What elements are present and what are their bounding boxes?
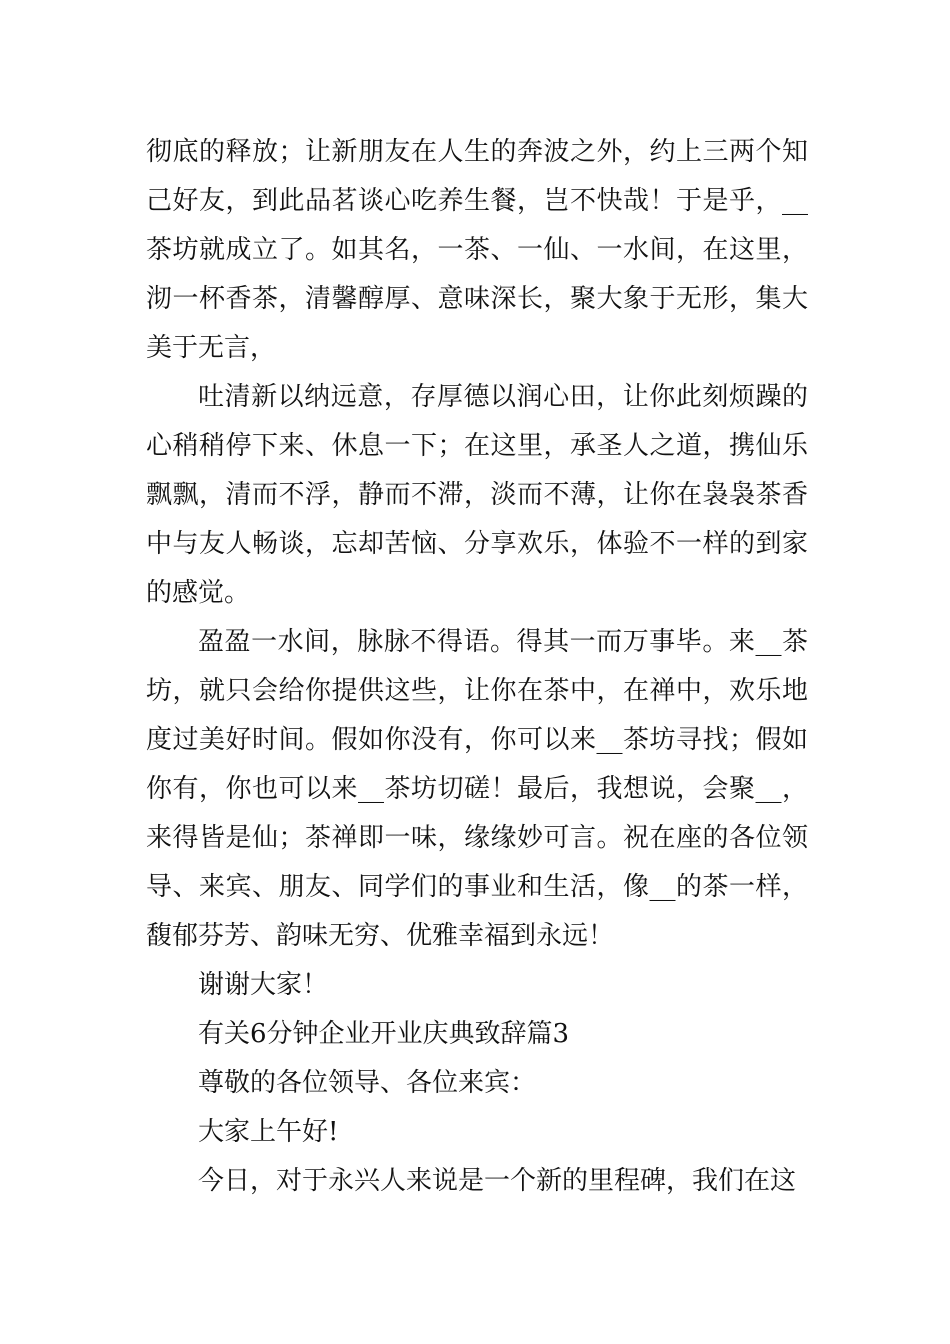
document-body <box>146 128 808 1206</box>
greeting: 大家上午好! <box>198 1117 339 1147</box>
section-heading: 有关6分钟企业开业庆典致辞篇3 <box>198 1019 570 1049</box>
paragraph: 吐清新以纳远意，存厚德以润心田，让你此刻烦躁的心稍稍停下来、休息一下；在这里，承圣人之道，携仙乐飘飘，清而不浮，静而不滞，淡而不薄，让你在袅袅茶香中与友人畅谈，忘却苦恼、分享欢乐，体验不一样的到家的感觉。 <box>146 382 808 608</box>
paragraph: 今日，对于永兴人来说是一个新的里程碑，我们在这 <box>198 1166 797 1196</box>
salutation: 尊敬的各位领导、各位来宾： <box>198 1068 537 1098</box>
paragraph: 盈盈一水间，脉脉不得语。得其一而万事毕。来__茶坊，就只会给你提供这些，让你在茶中，在禅中，欢乐地度过美好时间。假如你没有，你可以来__茶坊寻找；假如你有，你也可以来__茶坊切磋！最后，我想说，会聚__，来得皆是仙；茶禅即一味，缘缘妙可言。祝在座的各位领导、来宾、朋友、同学们的事业和生活，像__的茶一样，馥郁芬芳、韵味无穷、优雅幸福到永远！ <box>146 627 808 951</box>
paragraph-thanks: 谢谢大家！ <box>198 970 329 1000</box>
paragraph-continued: 彻底的释放；让新朋友在人生的奔波之外，约上三两个知己好友，到此品茗谈心吃养生餐，岂不快哉！于是乎，__茶坊就成立了。如其名，一茶、一仙、一水间，在这里，沏一杯香茶，清馨醇厚、意味深长，聚大象于无形，集大美于无言， <box>146 137 808 363</box>
